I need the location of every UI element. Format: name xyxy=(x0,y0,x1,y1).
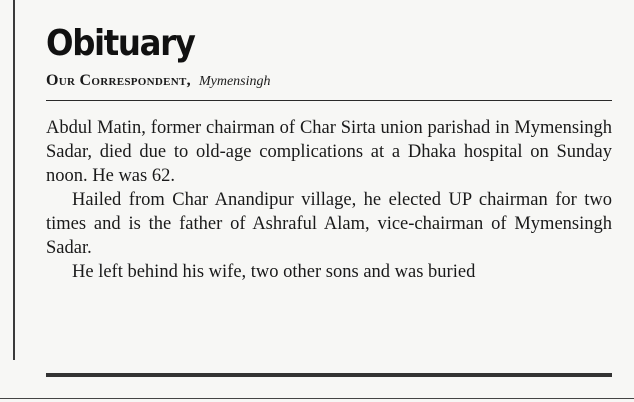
obituary-article xyxy=(46,23,612,284)
article-body xyxy=(46,116,612,284)
column-divider xyxy=(13,0,15,360)
byline-place: Mymensingh xyxy=(198,74,271,89)
headline-divider xyxy=(46,100,612,101)
article-paragraph: Abdul Matin, former chairman of Char Sirta union parishad in Mymensingh Sadar, died due to old-age complications at a Dhaka hospital on Sunday noon. He was 62. xyxy=(46,118,612,186)
byline-correspondent: Our Correspondent, xyxy=(46,72,191,89)
article-paragraph: He left behind his wife, two other sons and was buried xyxy=(72,262,476,282)
section-end-rule xyxy=(46,373,612,377)
article-headline: Obituary xyxy=(46,23,195,64)
byline xyxy=(46,71,612,92)
article-paragraph: Hailed from Char Anandipur village, he elected UP chairman for two times and is the father of Ashraful Alam, vice-chairman of Mymensingh Sadar. xyxy=(46,190,612,258)
page-bottom-rule xyxy=(0,398,634,399)
